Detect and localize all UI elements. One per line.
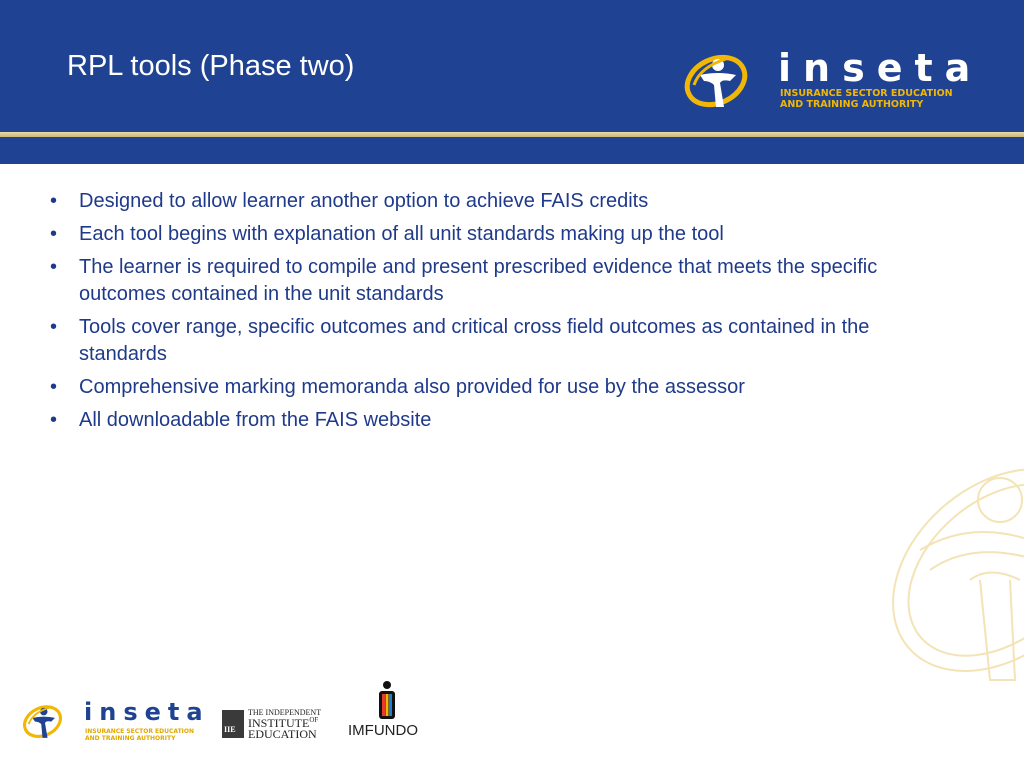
inseta-logo-header	[680, 40, 983, 120]
iie-line1: THE INDEPENDENT	[248, 708, 322, 717]
bullet-item	[50, 221, 930, 248]
bullet-item	[50, 374, 930, 401]
inseta-subtitle-line1: INSURANCE SECTOR EDUCATION	[780, 88, 953, 99]
bullet-text: All downloadable from the FAIS website	[79, 409, 432, 431]
bullet-dot: •	[50, 316, 58, 338]
inseta-subtitle	[780, 88, 953, 110]
inseta-logo-footer	[20, 696, 210, 750]
bullet-dot: •	[50, 376, 58, 398]
bullet-item	[50, 314, 930, 368]
inseta-subtitle-line2: AND TRAINING AUTHORITY	[85, 735, 176, 742]
bullet-item	[50, 407, 930, 434]
iie-line3: EDUCATION	[248, 727, 317, 741]
iie-line2-suffix: OF	[309, 716, 319, 724]
iie-line2-main: INSTITUTE	[248, 716, 310, 730]
inseta-subtitle	[85, 728, 194, 742]
iie-logo	[222, 708, 332, 742]
inseta-figure-icon	[20, 698, 70, 744]
inseta-subtitle-line1: INSURANCE SECTOR EDUCATION	[85, 728, 195, 735]
iie-mark-icon	[222, 710, 244, 738]
bullet-text: Tools cover range, specific outcomes and critical cross field outcomes as contained in the standards	[79, 316, 870, 365]
inseta-wordmark: inseta	[778, 46, 983, 90]
bullet-text: Each tool begins with explanation of all unit standards making up the tool	[79, 223, 724, 245]
inseta-wordmark: inseta	[84, 698, 210, 726]
imfundo-figure-icon	[373, 680, 401, 722]
header-divider	[0, 132, 1024, 137]
inseta-figure-icon	[680, 45, 760, 115]
bullet-text: Comprehensive marking memoranda also provided for use by the assessor	[79, 376, 745, 398]
imfundo-logo	[345, 680, 430, 742]
inseta-subtitle-line2: AND TRAINING AUTHORITY	[780, 99, 924, 110]
bullet-item	[50, 254, 930, 308]
bullet-item	[50, 188, 930, 215]
imfundo-wordmark: IMFUNDO	[348, 722, 418, 739]
iie-mark-text: IIE	[224, 725, 236, 734]
bullet-dot: •	[50, 409, 58, 431]
bullet-dot: •	[50, 256, 58, 278]
inseta-watermark-icon	[850, 430, 1024, 700]
slide-title: RPL tools (Phase two)	[67, 50, 355, 82]
bullet-dot: •	[50, 223, 58, 245]
bullet-text: The learner is required to compile and present prescribed evidence that meets the specific outcomes contained in the unit standards	[79, 256, 878, 305]
bullet-list	[50, 188, 930, 440]
bullet-dot: •	[50, 190, 58, 212]
bullet-text: Designed to allow learner another option to achieve FAIS credits	[79, 190, 649, 212]
